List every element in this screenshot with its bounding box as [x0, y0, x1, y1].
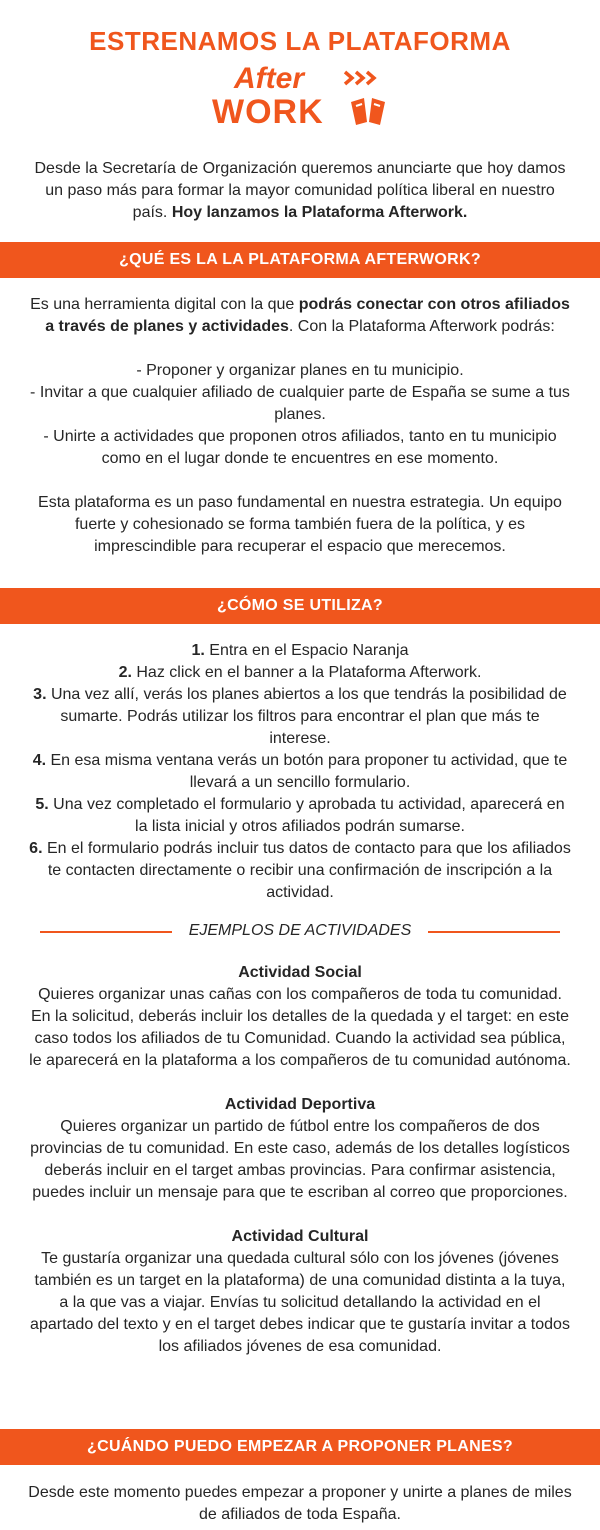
examples-separator — [40, 920, 560, 942]
step-number: 6. — [29, 840, 43, 857]
example-text: Quieres organizar un partido de fútbol entre los compañeros de dos provincias de tu comunidad. En este caso, además de los detalles logísticos deberás incluir en el target ambas provincias. Para confirmar asistencia, puedes incluir un mensaje para que te escriban al correo que proporciones. — [30, 1118, 570, 1201]
example-title — [0, 1226, 600, 1248]
step-text: Una vez completado el formulario y aprobada tu actividad, aparecerá en la lista inicial y otros afiliados podrán sumarse. — [48, 796, 565, 835]
when-paragraph: Desde este momento puedes empezar a proponer y unirte a planes de miles de afiliados de toda España. — [28, 1484, 572, 1523]
bullet-item: - Invitar a que cualquier afiliado de cualquier parte de España se sume a tus planes. — [30, 384, 570, 423]
step-text: En esa misma ventana verás un botón para proponer tu actividad, que te llevará a un sencillo formulario. — [46, 752, 568, 791]
step-text: Entra en el Espacio Naranja — [204, 642, 409, 659]
what-paragraph — [0, 294, 600, 338]
what-text-1: Es una herramienta digital con la que — [30, 296, 299, 313]
example-title-text: Actividad Cultural — [231, 1228, 369, 1245]
step-item — [0, 662, 600, 684]
step-number: 2. — [118, 664, 132, 681]
logo-after-text: After — [234, 62, 305, 95]
example-title-text: Actividad Deportiva — [224, 1096, 376, 1113]
section-heading-when: ¿CUÁNDO PUEDO EMPEZAR A PROPONER PLANES? — [0, 1429, 600, 1465]
example-title — [0, 1094, 600, 1116]
step-item — [0, 838, 600, 904]
intro-text — [0, 158, 600, 224]
separator-line-right — [428, 931, 560, 933]
intro-text-plain: Desde la Secretaría de Organización queremos anunciarte que hoy damos un paso más para formar la mayor comunidad política liberal en nuestro país. — [34, 160, 566, 221]
section-heading-what: ¿QUÉ ES LA LA PLATAFORMA AFTERWORK? — [0, 242, 600, 278]
step-text: En el formulario podrás incluir tus datos de contacto para que los afiliados te contacten directamente o recibir una confirmación de inscripción a la actividad. — [42, 840, 571, 901]
logo-work-text: WORK — [212, 93, 324, 131]
what-text-bold: podrás conectar con otros afiliados a través de planes y actividades — [45, 296, 570, 335]
examples-label: EJEMPLOS DE ACTIVIDADES — [188, 922, 412, 939]
step-item — [0, 640, 600, 662]
example-text: Te gustaría organizar una quedada cultural sólo con los jóvenes (jóvenes también es un target en la plataforma) de una comunidad distinta a la tuya, a la que vas a viajar. Envías tu solicitud detallando la actividad en el apartado del texto y en el target debes indicar que te gustaría invitar a todos los afiliados jóvenes de esa comunidad. — [30, 1250, 570, 1355]
step-text: Haz click en el banner a la Plataforma Afterwork. — [131, 664, 482, 681]
step-item — [0, 684, 600, 750]
section-how-body — [0, 640, 600, 904]
beer-glasses-icon — [348, 96, 388, 128]
example-title — [0, 962, 600, 984]
section-heading-how: ¿CÓMO SE UTILIZA? — [0, 588, 600, 624]
bullet-item: - Unirte a actividades que proponen otros afiliados, tanto en tu municipio como en el lugar donde te encuentres en ese momento. — [43, 428, 557, 467]
page-title: ESTRENAMOS LA PLATAFORMA — [89, 26, 511, 56]
step-number: 5. — [35, 796, 49, 813]
afterwork-logo — [200, 62, 400, 134]
section-what-body — [0, 294, 600, 558]
step-number: 4. — [32, 752, 47, 769]
example-title-text: Actividad Social — [238, 964, 362, 981]
bullet-item: - Proponer y organizar planes en tu municipio. — [136, 362, 464, 379]
chevrons-icon — [343, 68, 385, 88]
section-when-body — [0, 1482, 600, 1526]
examples-list — [0, 962, 600, 1358]
step-number: 1. — [191, 642, 205, 659]
step-item — [0, 794, 600, 838]
step-item — [0, 750, 600, 794]
step-text: Una vez allí, verás los planes abiertos a los que tendrás la posibilidad de sumarte. Podrás utilizar los filtros para encontrar el plan que más te interese. — [46, 686, 567, 747]
step-number: 3. — [33, 686, 47, 703]
intro-text-bold: Hoy lanzamos la Plataforma Afterwork. — [171, 204, 468, 221]
what-text-2: . Con la Plataforma Afterwork podrás: — [288, 318, 555, 335]
strategy-paragraph: Esta plataforma es un paso fundamental en nuestra estrategia. Un equipo fuerte y cohesionado se forma también fuera de la política, y es imprescindible para recuperar el espacio que merecemos. — [38, 494, 562, 555]
intro-section — [0, 158, 600, 224]
example-text: Quieres organizar unas cañas con los compañeros de toda tu comunidad. En la solicitud, deberás incluir los detalles de la quedada y el target: en este caso todos los afiliados de tu Comunidad. Cuando la actividad sea pública, le aparecerá en la plataforma a los compañeros de tu comunidad autónoma. — [29, 986, 571, 1069]
